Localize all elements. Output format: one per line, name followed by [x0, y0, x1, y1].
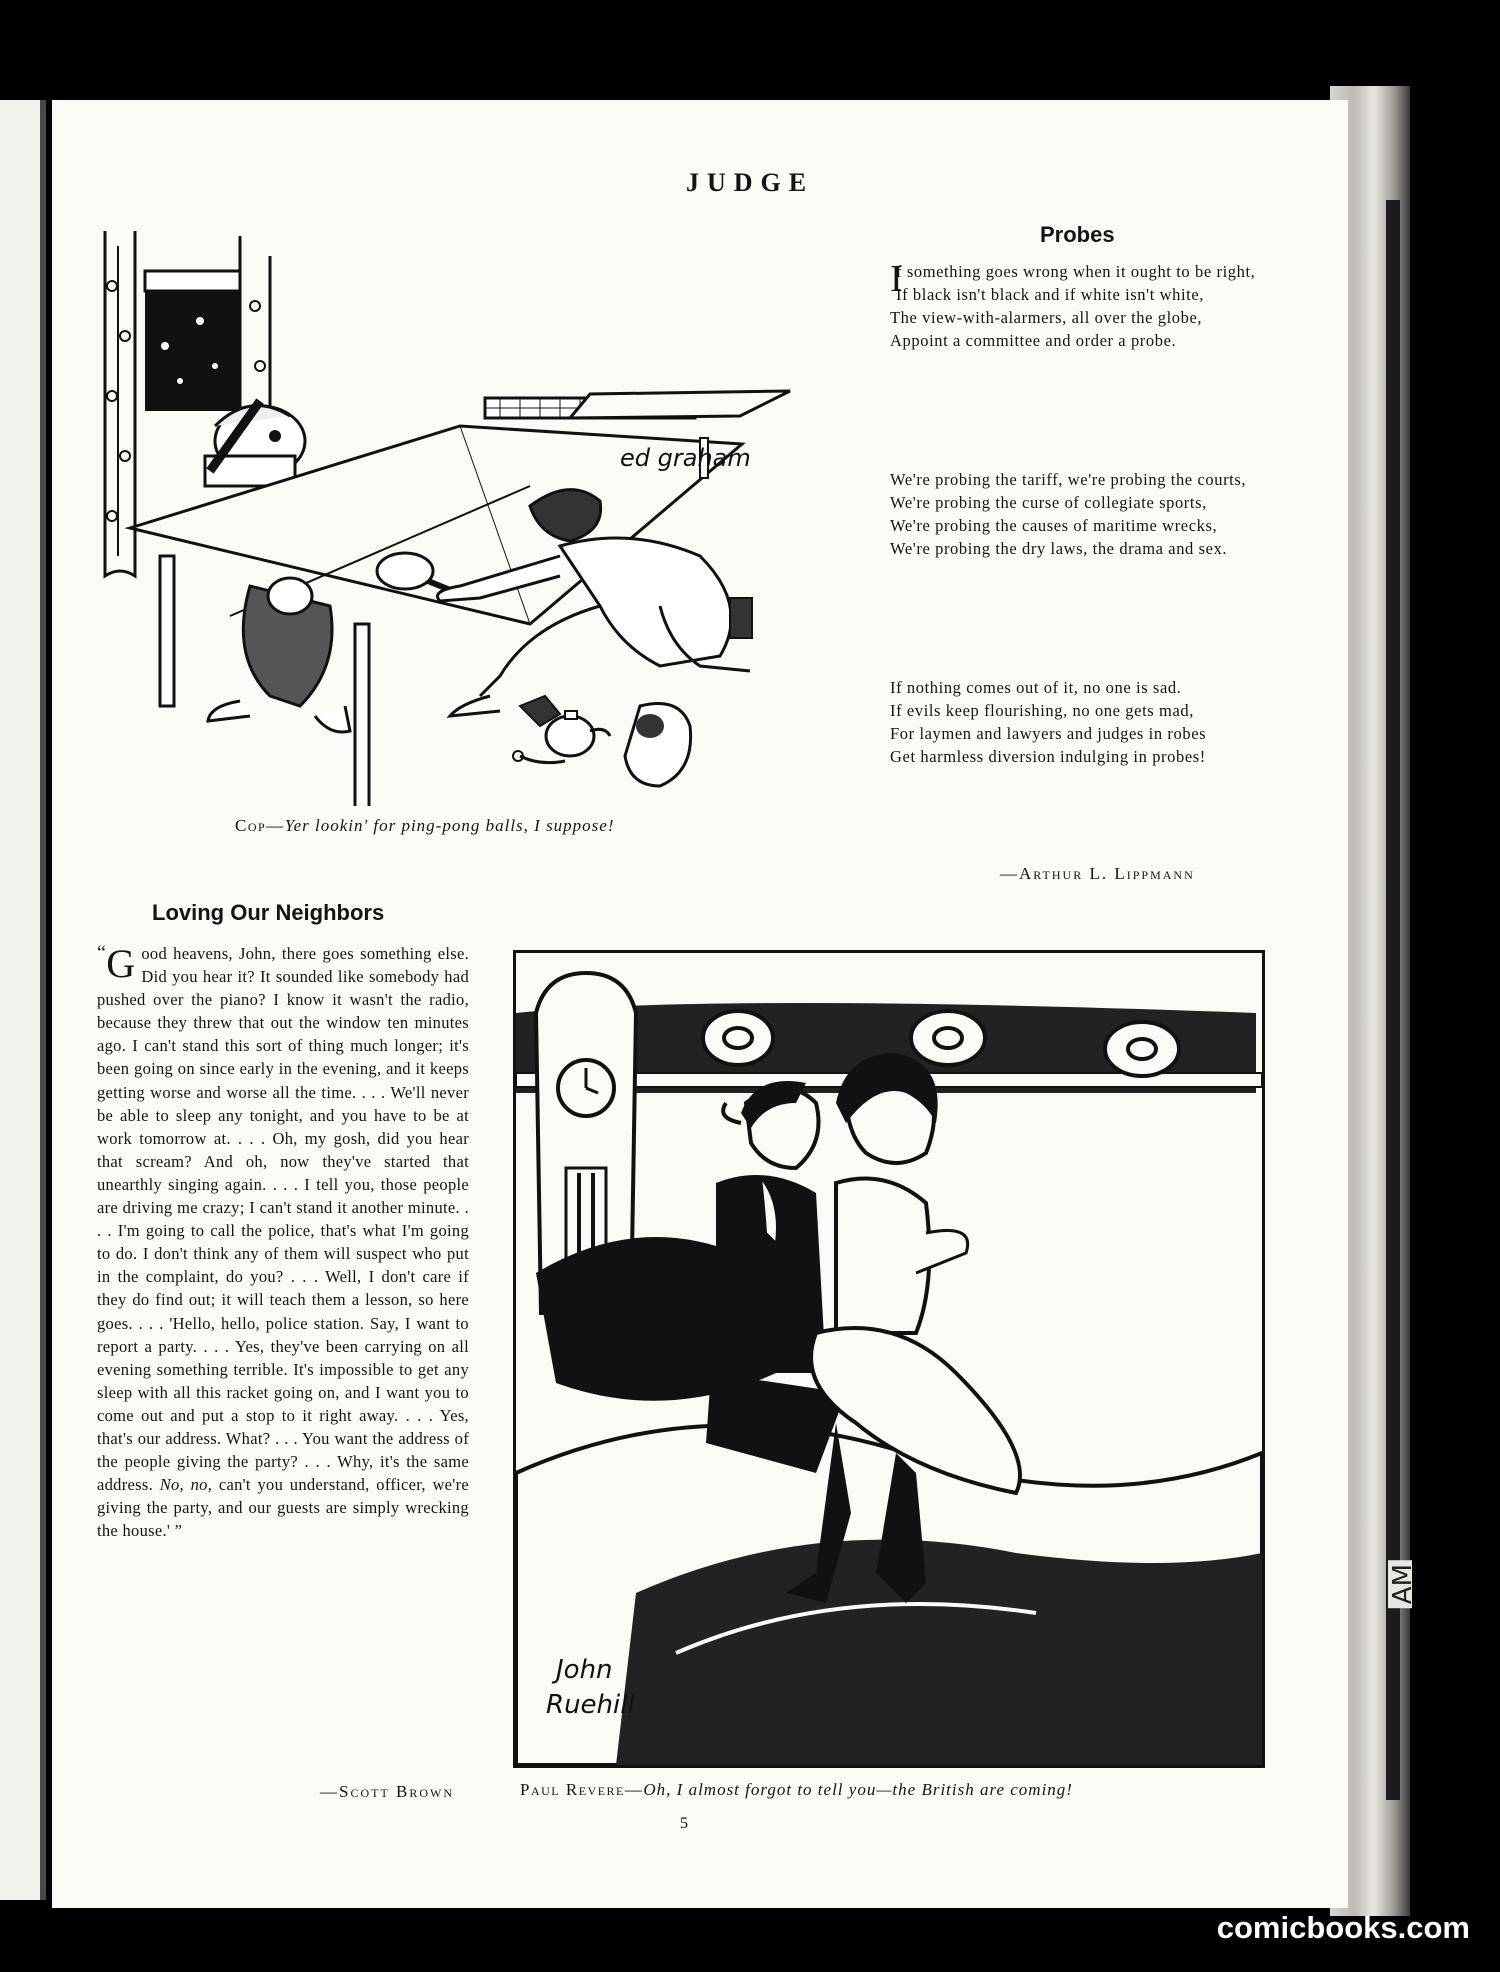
poem-stanza-1 [890, 260, 1265, 352]
ping-pong-cartoon [100, 226, 860, 806]
open-quote: “ [97, 942, 107, 964]
cartoon-signature: ed graham [620, 444, 751, 472]
story-text-italic: No, no, [159, 1475, 213, 1495]
poem-line: The view-with-alarmers, all over the globe, [890, 308, 1203, 327]
caption-text: Yer lookin' for ping-pong balls, I suppose! [284, 816, 615, 835]
poem-title: Probes [1040, 222, 1115, 247]
masthead: JUDGE [685, 168, 815, 197]
poem-byline: —Arthur L. Lippmann [1000, 864, 1195, 883]
story-byline: —Scott Brown [320, 1782, 455, 1801]
poem-stanza-3 [890, 676, 1265, 768]
poem-line: I f something goes wrong when it ought to be right, [890, 258, 1256, 300]
poem-stanza-2 [890, 468, 1265, 560]
poem-line: We're probing the dry laws, the drama and sex. [890, 539, 1228, 558]
cartoon-signature-line1: John [556, 1655, 613, 1685]
poem-line: If nothing comes out of it, no one is sad. [890, 678, 1182, 697]
facing-page-edge [0, 100, 46, 1900]
story-body [97, 942, 469, 1542]
page-number: 5 [680, 1815, 688, 1832]
ping-pong-caption [235, 816, 615, 836]
story-title: Loving Our Neighbors [152, 900, 385, 925]
caption-speaker: Cop— [235, 816, 285, 835]
story-text-end: can't you understand, officer, we're giving the party, and our guests are simply wrecking the house.' ” [97, 1475, 469, 1541]
drop-cap: G [106, 941, 136, 986]
spine-label: AM [1388, 1560, 1412, 1608]
ping-pong-illustration [100, 226, 860, 806]
caption-text: Oh, I almost forgot to tell you—the British are coming! [643, 1780, 1073, 1799]
caption-speaker: Paul Revere— [520, 1780, 644, 1799]
cartoon-signature-line2: Ruehill [546, 1690, 635, 1720]
poem-line: We're probing the curse of collegiate sports, [890, 493, 1207, 512]
poem-line: We're probing the causes of maritime wrecks, [890, 516, 1218, 535]
paul-revere-cartoon [513, 950, 1265, 1768]
paul-revere-caption [520, 1780, 1073, 1800]
watermark: comicbooks.com [1216, 1910, 1470, 1945]
poem-line: Appoint a committee and order a probe. [890, 331, 1177, 350]
paul-revere-illustration [516, 953, 1262, 1765]
poem-line: We're probing the tariff, we're probing the courts, [890, 470, 1247, 489]
poem-line: For laymen and lawyers and judges in robes [890, 724, 1207, 743]
poem-line: If evils keep flourishing, no one gets mad, [890, 701, 1194, 720]
story-text: ood heavens, John, there goes something else. Did you hear it? It sounded like somebody had pushed over the piano? I know it wasn't the radio, because they threw that out the window ten minutes ago. I can't stand this sort of thing much longer; it's been going on since early in the evening, and it keeps getting worse and worse all the time. . . . We'll never be able to sleep any tonight, and you have to be at work tomorrow at. . . . Oh, my gosh, did you hear that scream? And oh, now they've started that unearthly singing again. . . . I tell you, those people are driving me crazy; I can't stand it another minute. . . . I'm going to call the police, that's what I'm going to do. I don't think any of them will suspect who put in the complaint, do you? . . . Well, I don't care if they do find out; it will teach them a lesson, so here goes. . . . 'Hello, hello, police station. Say, I want to report a party. . . . Yes, they've been carrying on all evening something terrible. It's impossible to get any sleep with all this racket going on, and I want you to come out and put a stop to it right away. . . . Yes, that's our address. What? . . . You want the address of the people giving the party? . . . Why, it's the same address. [97, 944, 469, 1495]
poem-line: If black isn't black and if white isn't white, [896, 285, 1205, 304]
poem-line: Get harmless diversion indulging in probes! [890, 747, 1206, 766]
